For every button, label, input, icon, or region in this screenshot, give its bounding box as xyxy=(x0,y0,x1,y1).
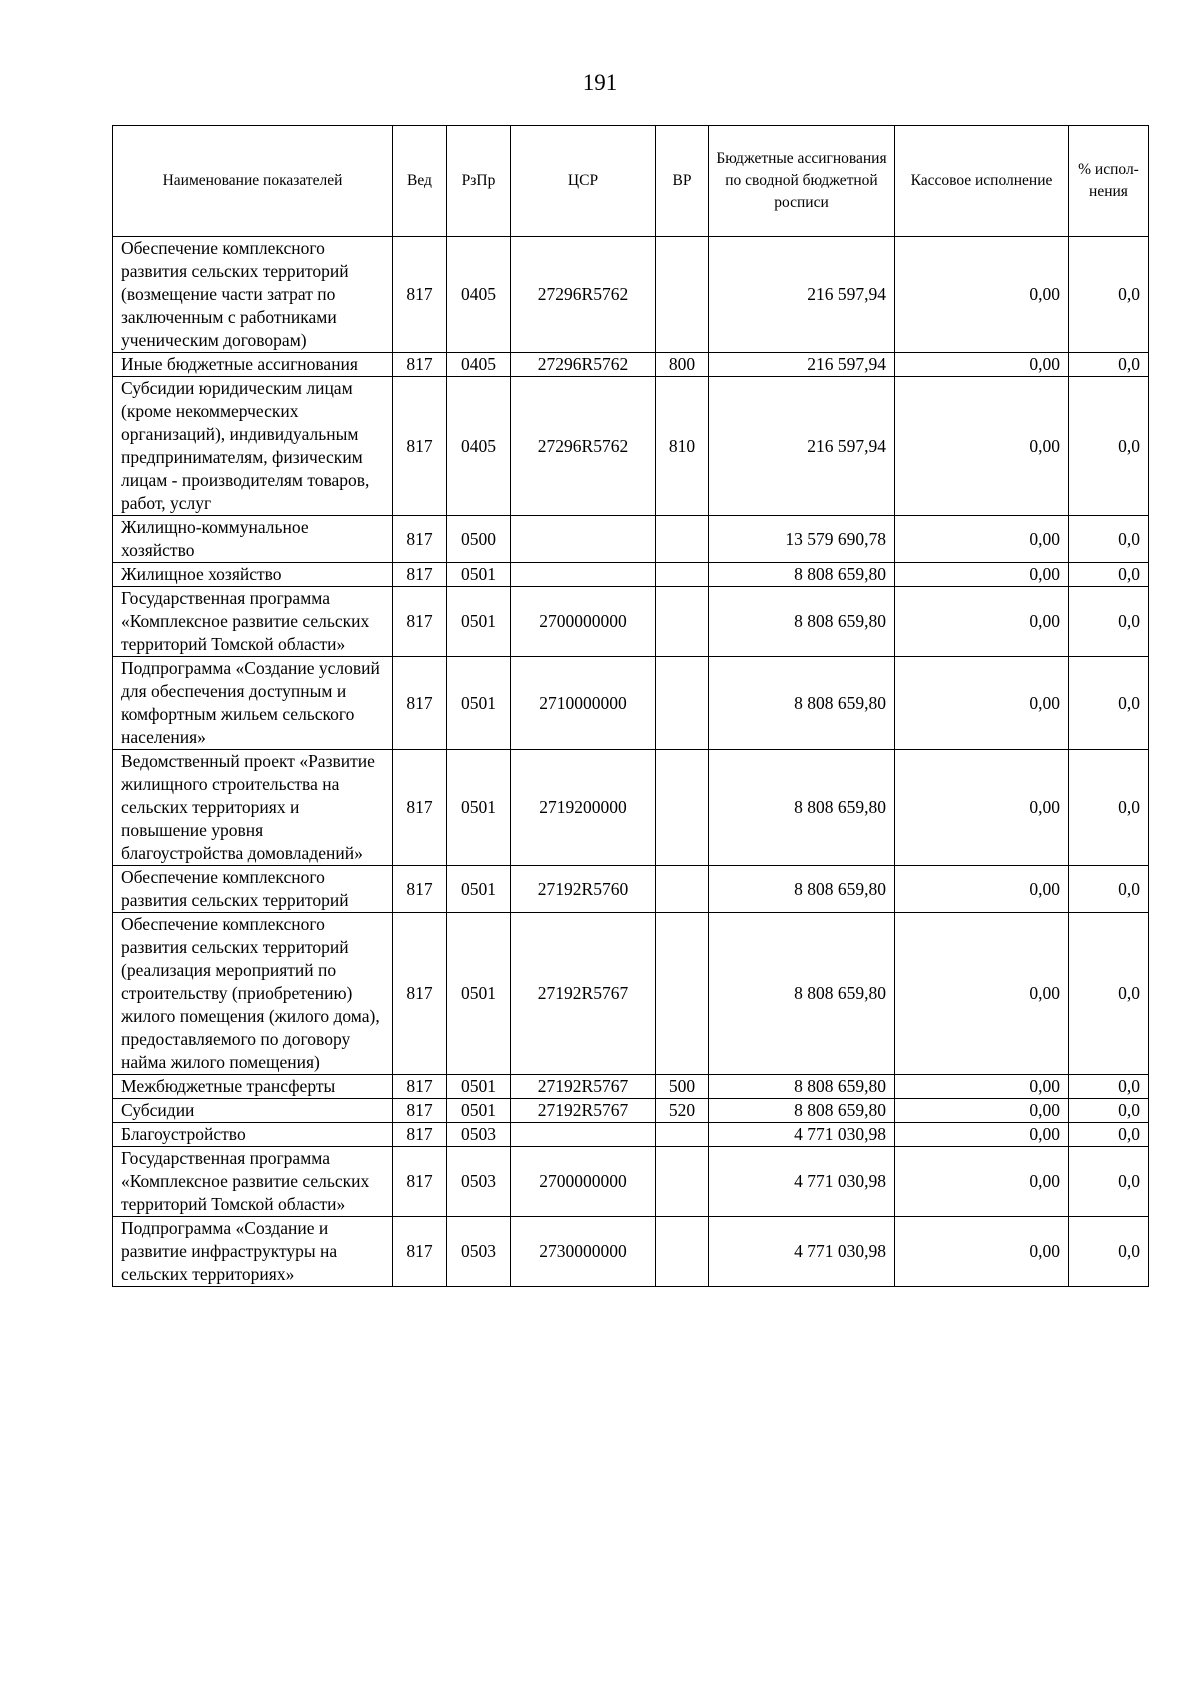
cell-ved: 817 xyxy=(393,237,447,353)
cell-name: Обеспечение комплексного развития сельских территорий (реализация мероприятий по строительству (приобретению) жилого помещения (жилого дома), предоставляемого по договору найма жилого помещения) xyxy=(113,913,393,1075)
cell-ved: 817 xyxy=(393,377,447,516)
cell-assignments: 216 597,94 xyxy=(709,353,895,377)
cell-csr: 27296R5762 xyxy=(511,377,656,516)
cell-name: Подпрограмма «Создание и развитие инфраструктуры на сельских территориях» xyxy=(113,1217,393,1287)
cell-rzpr: 0501 xyxy=(447,1099,511,1123)
cell-cash-execution: 0,00 xyxy=(895,866,1069,913)
cell-name: Благоустройство xyxy=(113,1123,393,1147)
cell-vr: 500 xyxy=(656,1075,709,1099)
cell-csr: 2700000000 xyxy=(511,1147,656,1217)
cell-assignments: 8 808 659,80 xyxy=(709,563,895,587)
cell-assignments: 216 597,94 xyxy=(709,377,895,516)
cell-csr xyxy=(511,516,656,563)
cell-percent-execution: 0,0 xyxy=(1069,657,1149,750)
cell-assignments: 8 808 659,80 xyxy=(709,587,895,657)
cell-assignments: 8 808 659,80 xyxy=(709,1099,895,1123)
header-percent-execution: % испол-нения xyxy=(1069,126,1149,237)
table-row xyxy=(113,750,1149,866)
cell-percent-execution: 0,0 xyxy=(1069,563,1149,587)
page-number: 191 xyxy=(582,70,618,95)
cell-vr xyxy=(656,866,709,913)
cell-cash-execution: 0,00 xyxy=(895,1123,1069,1147)
table-row xyxy=(113,1147,1149,1217)
cell-csr: 27192R5767 xyxy=(511,1075,656,1099)
cell-percent-execution: 0,0 xyxy=(1069,913,1149,1075)
cell-cash-execution: 0,00 xyxy=(895,750,1069,866)
cell-csr: 2730000000 xyxy=(511,1217,656,1287)
table-row xyxy=(113,516,1149,563)
cell-rzpr: 0501 xyxy=(447,587,511,657)
cell-vr: 800 xyxy=(656,353,709,377)
cell-ved: 817 xyxy=(393,657,447,750)
header-csr: ЦСР xyxy=(511,126,656,237)
cell-rzpr: 0501 xyxy=(447,913,511,1075)
cell-vr xyxy=(656,913,709,1075)
cell-ved: 817 xyxy=(393,1217,447,1287)
cell-percent-execution: 0,0 xyxy=(1069,1147,1149,1217)
cell-assignments: 4 771 030,98 xyxy=(709,1123,895,1147)
table-row xyxy=(113,353,1149,377)
cell-vr xyxy=(656,563,709,587)
cell-ved: 817 xyxy=(393,587,447,657)
cell-name: Иные бюджетные ассигнования xyxy=(113,353,393,377)
table-header-row xyxy=(113,126,1149,237)
cell-percent-execution: 0,0 xyxy=(1069,1099,1149,1123)
table-row xyxy=(113,1217,1149,1287)
cell-vr xyxy=(656,587,709,657)
cell-csr: 27296R5762 xyxy=(511,353,656,377)
cell-vr xyxy=(656,1217,709,1287)
cell-cash-execution: 0,00 xyxy=(895,1075,1069,1099)
cell-vr xyxy=(656,516,709,563)
header-rzpr: РзПр xyxy=(447,126,511,237)
cell-vr: 810 xyxy=(656,377,709,516)
cell-ved: 817 xyxy=(393,1075,447,1099)
cell-cash-execution: 0,00 xyxy=(895,237,1069,353)
table-row xyxy=(113,866,1149,913)
cell-percent-execution: 0,0 xyxy=(1069,1075,1149,1099)
cell-vr xyxy=(656,657,709,750)
cell-name: Ведомственный проект «Развитие жилищного строительства на сельских территориях и повышение уровня благоустройства домовладений» xyxy=(113,750,393,866)
header-name: Наименование показателей xyxy=(113,126,393,237)
cell-ved: 817 xyxy=(393,353,447,377)
cell-percent-execution: 0,0 xyxy=(1069,1217,1149,1287)
cell-cash-execution: 0,00 xyxy=(895,587,1069,657)
cell-name: Субсидии xyxy=(113,1099,393,1123)
table-row xyxy=(113,237,1149,353)
cell-cash-execution: 0,00 xyxy=(895,353,1069,377)
cell-ved: 817 xyxy=(393,516,447,563)
cell-cash-execution: 0,00 xyxy=(895,1217,1069,1287)
cell-name: Государственная программа «Комплексное развитие сельских территорий Томской области» xyxy=(113,1147,393,1217)
cell-assignments: 8 808 659,80 xyxy=(709,913,895,1075)
cell-cash-execution: 0,00 xyxy=(895,657,1069,750)
table-row xyxy=(113,1099,1149,1123)
table-row xyxy=(113,657,1149,750)
cell-assignments: 8 808 659,80 xyxy=(709,750,895,866)
cell-vr xyxy=(656,1123,709,1147)
cell-assignments: 13 579 690,78 xyxy=(709,516,895,563)
cell-ved: 817 xyxy=(393,866,447,913)
cell-percent-execution: 0,0 xyxy=(1069,237,1149,353)
cell-assignments: 8 808 659,80 xyxy=(709,657,895,750)
cell-percent-execution: 0,0 xyxy=(1069,866,1149,913)
cell-percent-execution: 0,0 xyxy=(1069,353,1149,377)
cell-csr: 27192R5767 xyxy=(511,1099,656,1123)
header-assignments: Бюджетные ассигнования по сводной бюджетной росписи xyxy=(709,126,895,237)
table-row xyxy=(113,1123,1149,1147)
cell-csr: 27192R5760 xyxy=(511,866,656,913)
cell-cash-execution: 0,00 xyxy=(895,377,1069,516)
cell-name: Государственная программа «Комплексное развитие сельских территорий Томской области» xyxy=(113,587,393,657)
cell-rzpr: 0500 xyxy=(447,516,511,563)
header-cash-execution: Кассовое исполнение xyxy=(895,126,1069,237)
cell-ved: 817 xyxy=(393,1099,447,1123)
header-ved: Вед xyxy=(393,126,447,237)
cell-cash-execution: 0,00 xyxy=(895,516,1069,563)
cell-vr xyxy=(656,237,709,353)
cell-ved: 817 xyxy=(393,563,447,587)
cell-ved: 817 xyxy=(393,1123,447,1147)
table-row xyxy=(113,563,1149,587)
table-row xyxy=(113,587,1149,657)
cell-rzpr: 0501 xyxy=(447,657,511,750)
cell-assignments: 4 771 030,98 xyxy=(709,1147,895,1217)
cell-rzpr: 0503 xyxy=(447,1123,511,1147)
cell-cash-execution: 0,00 xyxy=(895,913,1069,1075)
table-row xyxy=(113,1075,1149,1099)
cell-ved: 817 xyxy=(393,1147,447,1217)
cell-cash-execution: 0,00 xyxy=(895,563,1069,587)
cell-csr: 2700000000 xyxy=(511,587,656,657)
cell-assignments: 216 597,94 xyxy=(709,237,895,353)
cell-rzpr: 0405 xyxy=(447,377,511,516)
cell-rzpr: 0501 xyxy=(447,866,511,913)
cell-assignments: 4 771 030,98 xyxy=(709,1217,895,1287)
cell-ved: 817 xyxy=(393,750,447,866)
cell-percent-execution: 0,0 xyxy=(1069,750,1149,866)
cell-percent-execution: 0,0 xyxy=(1069,377,1149,516)
cell-name: Обеспечение комплексного развития сельских территорий (возмещение части затрат по заключенным с работниками ученическим договорам) xyxy=(113,237,393,353)
cell-rzpr: 0503 xyxy=(447,1217,511,1287)
cell-vr: 520 xyxy=(656,1099,709,1123)
cell-vr xyxy=(656,750,709,866)
cell-name: Жилищно-коммунальное хозяйство xyxy=(113,516,393,563)
cell-csr: 27192R5767 xyxy=(511,913,656,1075)
cell-percent-execution: 0,0 xyxy=(1069,587,1149,657)
header-vr: ВР xyxy=(656,126,709,237)
cell-csr: 2719200000 xyxy=(511,750,656,866)
cell-rzpr: 0501 xyxy=(447,563,511,587)
cell-rzpr: 0501 xyxy=(447,1075,511,1099)
cell-cash-execution: 0,00 xyxy=(895,1147,1069,1217)
cell-csr xyxy=(511,1123,656,1147)
cell-name: Обеспечение комплексного развития сельских территорий xyxy=(113,866,393,913)
cell-name: Подпрограмма «Создание условий для обеспечения доступным и комфортным жильем сельского населения» xyxy=(113,657,393,750)
cell-percent-execution: 0,0 xyxy=(1069,1123,1149,1147)
cell-rzpr: 0405 xyxy=(447,237,511,353)
cell-rzpr: 0501 xyxy=(447,750,511,866)
table-row xyxy=(113,377,1149,516)
cell-percent-execution: 0,0 xyxy=(1069,516,1149,563)
cell-assignments: 8 808 659,80 xyxy=(709,1075,895,1099)
budget-table xyxy=(112,125,1149,1287)
cell-csr xyxy=(511,563,656,587)
cell-csr: 2710000000 xyxy=(511,657,656,750)
cell-csr: 27296R5762 xyxy=(511,237,656,353)
table-row xyxy=(113,913,1149,1075)
cell-name: Межбюджетные трансферты xyxy=(113,1075,393,1099)
cell-ved: 817 xyxy=(393,913,447,1075)
cell-rzpr: 0405 xyxy=(447,353,511,377)
cell-vr xyxy=(656,1147,709,1217)
cell-assignments: 8 808 659,80 xyxy=(709,866,895,913)
cell-name: Субсидии юридическим лицам (кроме некоммерческих организаций), индивидуальным предпринимателям, физическим лицам - производителям товаров, работ, услуг xyxy=(113,377,393,516)
cell-cash-execution: 0,00 xyxy=(895,1099,1069,1123)
cell-name: Жилищное хозяйство xyxy=(113,563,393,587)
cell-rzpr: 0503 xyxy=(447,1147,511,1217)
